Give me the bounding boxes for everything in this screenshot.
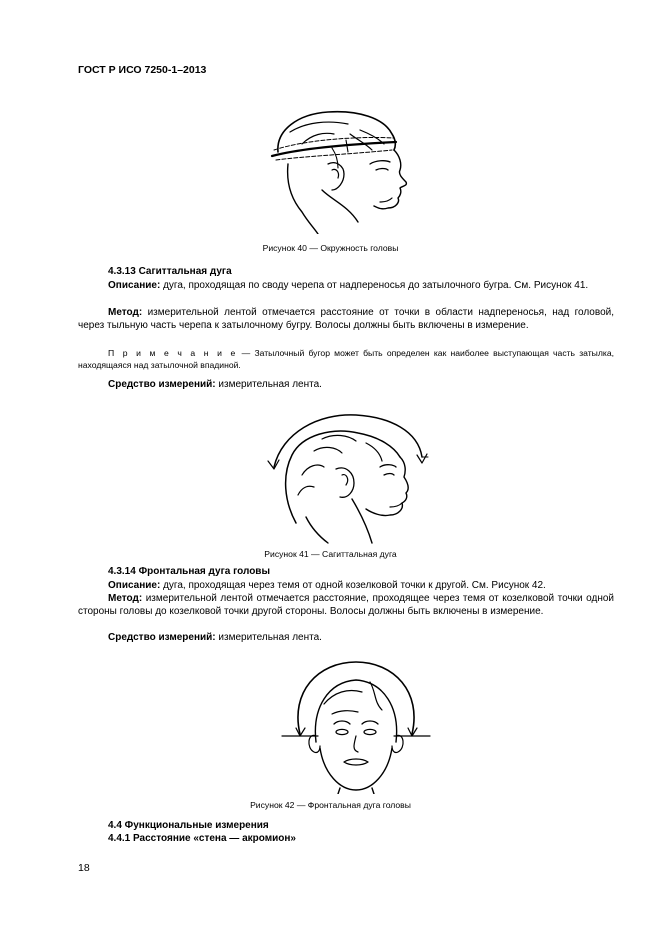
- tool-text: измерительная лента.: [215, 632, 322, 643]
- figure-40-head-circumference-illustration: [262, 104, 412, 234]
- description-text: дуга, проходящая через темя от одной козелковой точки к другой. См. Рисунок 42.: [160, 580, 546, 591]
- tool-label: Средство измерений:: [108, 632, 216, 643]
- section-4-3-14-description: [78, 579, 614, 592]
- note-text: — Затылочный бугор может быть определен как наиболее выступающая часть затылка, находящаяся над затылочной впадиной.: [78, 348, 614, 370]
- figure-41-sagittal-arc-illustration: [262, 405, 434, 545]
- description-label: Описание:: [108, 280, 161, 291]
- section-4-3-14-title: 4.3.14 Фронтальная дуга головы: [108, 566, 270, 577]
- tool-text: измерительная лента.: [215, 379, 322, 390]
- method-label: Метод:: [108, 307, 143, 318]
- section-4-3-13-method: [78, 306, 614, 332]
- page-number: 18: [78, 862, 90, 874]
- note-label: П р и м е ч а н и е: [108, 348, 238, 358]
- figure-42-frontal-arc-illustration: [278, 652, 434, 794]
- figure-40-caption: Рисунок 40 — Окружность головы: [262, 243, 399, 253]
- section-4-3-14-method: [78, 592, 614, 618]
- description-text: дуга, проходящая по своду черепа от надпереносья до затылочного бугра. См. Рисунок 41.: [160, 280, 589, 291]
- document-header: ГОСТ Р ИСО 7250-1–2013: [78, 64, 207, 76]
- section-4-3-13-title: 4.3.13 Сагиттальная дуга: [108, 266, 232, 277]
- method-text: измерительной лентой отмечается расстояние от точки в области надпереносья, над головой, через тыльную часть черепа к затылочному бугру. Волосы должны быть включены в измерение.: [78, 307, 614, 332]
- section-4-3-13-note: [78, 348, 614, 371]
- section-4-3-13-tool: [78, 378, 614, 391]
- description-label: Описание:: [108, 580, 161, 591]
- tool-label: Средство измерений:: [108, 379, 216, 390]
- section-4-4-title: 4.4 Функциональные измерения: [108, 820, 269, 831]
- section-4-4-1-title: 4.4.1 Расстояние «стена — акромион»: [108, 833, 296, 844]
- method-text: измерительной лентой отмечается расстояние, проходящее через темя от козелковой точки одной стороны головы до козелковой точки другой стороны. Волосы должны быть включены в измерение.: [78, 593, 614, 618]
- method-label: Метод:: [108, 593, 143, 604]
- section-4-3-14-tool: [78, 631, 614, 644]
- figure-42-caption: Рисунок 42 — Фронтальная дуга головы: [250, 800, 411, 810]
- figure-41-caption: Рисунок 41 — Сагиттальная дуга: [264, 549, 397, 559]
- section-4-3-13-description: [78, 279, 614, 292]
